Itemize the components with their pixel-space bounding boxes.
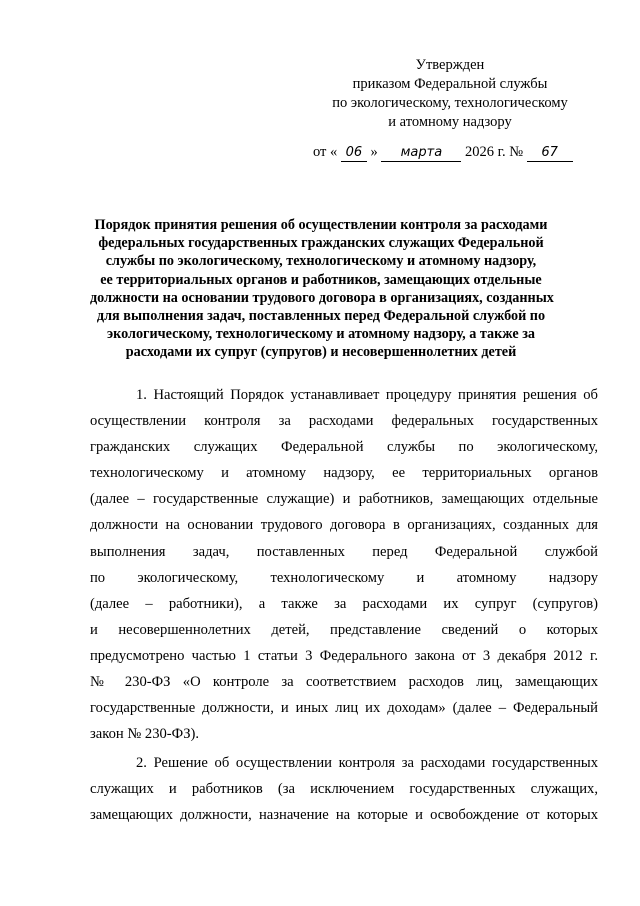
paragraph-line: осуществлении контроля за расходами федеральных государственных (90, 413, 598, 430)
approval-line: по экологическому, технологическому (332, 95, 568, 111)
paragraph-line: замещающих должности, назначение на которые и освобождение от которых (90, 807, 598, 824)
handwritten-month: марта (381, 145, 461, 162)
title-line: ее территориальных органов и работников, замещающих отдельные (100, 271, 542, 288)
paragraph-line: и несовершеннолетних детей, представление сведений о которых (90, 621, 598, 638)
paragraph-line: гражданских служащих Федеральной службы по экологическому, (90, 439, 598, 456)
year-text: 2026 г. № (465, 144, 524, 160)
paragraph-line: (далее – государственные служащие) и работников, замещающих отдельные (90, 491, 598, 508)
title-line: службы по экологическому, технологическому и атомному надзору, (105, 253, 537, 270)
title-line: для выполнения задач, поставленных перед Федеральной службой по (96, 308, 546, 325)
paragraph-2 (90, 750, 598, 828)
document-title (90, 216, 552, 362)
approval-line: и атомному надзору (388, 114, 512, 130)
order-date-number (313, 144, 573, 162)
paragraph-line: по экологическому, технологическому и атомному надзору (90, 569, 598, 586)
paragraph-line: (далее – работники), а также за расходами их супруг (супругов) (90, 595, 598, 612)
paragraph-1 (90, 382, 598, 747)
title-line: Порядок принятия решения об осуществлении контроля за расходами (94, 217, 548, 233)
date-middle: » (370, 144, 378, 160)
title-line: федеральных государственных гражданских служащих Федеральной (98, 235, 544, 252)
approval-line: Утвержден (415, 57, 485, 73)
handwritten-day: 06 (341, 145, 367, 162)
paragraph-line: № 230-ФЗ «О контроле за соответствием расходов лиц, замещающих (90, 674, 598, 691)
title-line: расходами их супруг (супругов) и несовершеннолетних детей (125, 344, 517, 361)
paragraph-line: технологическому и атомному надзору, ее территориальных органов (90, 465, 598, 482)
handwritten-number: 67 (527, 145, 573, 162)
paragraph-line: закон № 230-ФЗ). (90, 726, 200, 743)
paragraph-line: 1. Настоящий Порядок устанавливает процедуру принятия решения об (136, 387, 598, 403)
paragraph-line: служащих и работников (за исключением государственных служащих, (90, 781, 598, 798)
paragraph-line: выполнения задач, поставленных перед Федеральной службой (90, 543, 598, 560)
paragraph-line: 2. Решение об осуществлении контроля за расходами государственных (136, 755, 598, 771)
approval-stamp (300, 56, 600, 132)
paragraph-line: должности на основании трудового договора в организациях, созданных для (90, 517, 598, 534)
title-line: экологическому, технологическому и атомному надзору, а также за (106, 326, 536, 343)
date-prefix: от « (313, 144, 338, 160)
paragraph-line: государственные должности, и иных лиц их доходам» (далее – Федеральный (90, 700, 598, 717)
title-line: должности на основании трудового договора в организациях, созданных (90, 289, 554, 306)
approval-line: приказом Федеральной службы (352, 76, 548, 92)
paragraph-line: предусмотрено частью 1 статьи 3 Федерального закона от 3 декабря 2012 г. (90, 647, 598, 664)
